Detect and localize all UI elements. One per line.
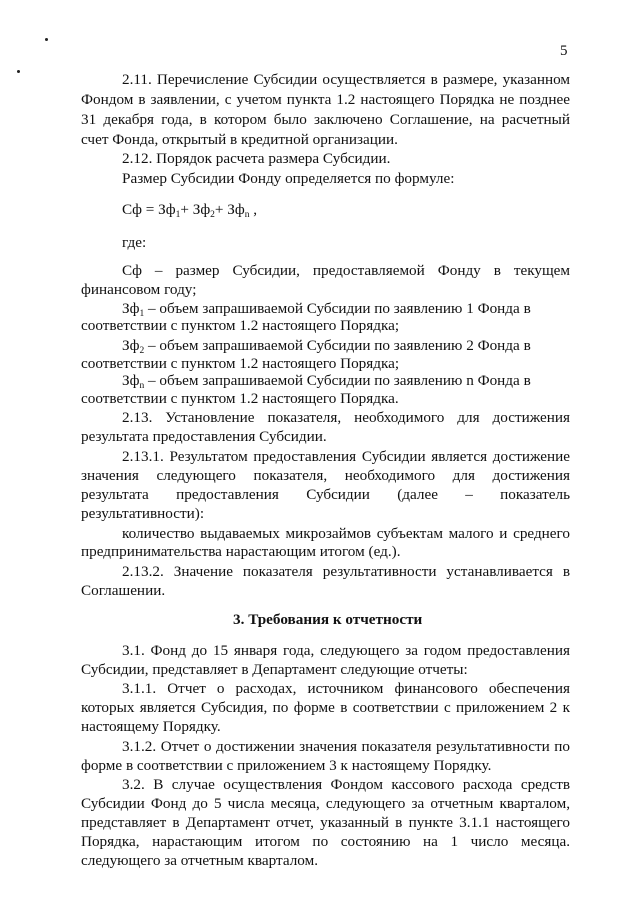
- definition-line: Сф – размер Субсидии, предоставляемой Фонду в текущем: [122, 262, 570, 279]
- definition-line: соответствии с пунктом 1.2 настоящего Порядка;: [81, 355, 400, 372]
- where-label: где:: [122, 234, 147, 251]
- paragraph-line: 3.1.2. Отчет о достижении значения показателя результативности по: [122, 738, 570, 755]
- paragraph-line: представляет в Департамент отчет, указанный в пункте 3.1.1 настоящего: [81, 814, 570, 831]
- formula-tail: ,: [249, 201, 258, 218]
- paragraph-line: 2.13.2. Значение показателя результативности устанавливается в: [122, 563, 570, 580]
- paragraph-line: 2.13. Установление показателя, необходимого для достижения: [122, 409, 570, 426]
- definition-line: $Зф_1$ – объем запрашиваемой Субсидии по заявлению 1 Фонда в: [122, 300, 531, 319]
- paragraph-line: Фондом в заявлении, с учетом пункта 1.2 настоящего Порядка не позднее: [81, 91, 570, 108]
- paragraph-line: Субсидии, представляет в Департамент следующие отчеты:: [81, 661, 468, 678]
- definition-line: соответствии с пунктом 1.2 настоящего Порядка.: [81, 390, 399, 407]
- definition-line: $Зф_n$ – объем запрашиваемой Субсидии по заявлению n Фонда в: [122, 372, 531, 391]
- definition-line: $Зф_2$ – объем запрашиваемой Субсидии по заявлению 2 Фонда в: [122, 337, 531, 356]
- formula-term: + Зф: [214, 201, 245, 218]
- paragraph-line: форме в соответствии с приложением 3 к настоящему Порядку.: [81, 757, 492, 774]
- paragraph-line: результата предоставления Субсидии.: [81, 428, 327, 445]
- paragraph-line: Соглашении.: [81, 582, 166, 599]
- paragraph-line: 2.13.1. Результатом предоставления Субсидии является достижение: [122, 448, 570, 465]
- page-number: 5: [560, 43, 568, 59]
- section-heading: 3. Требования к отчетности: [233, 611, 423, 628]
- paragraph-line: 3.1.1. Отчет о расходах, источником финансового обеспечения: [122, 680, 570, 697]
- formula-term: + Зф: [180, 201, 211, 218]
- paragraph-line: 2.12. Порядок расчета размера Субсидии.: [122, 150, 391, 167]
- paragraph-line: 3.2. В случае осуществления Фондом кассового расхода средств: [122, 776, 570, 793]
- paragraph-line: результата предоставления Субсидии (далее – показатель: [81, 486, 570, 503]
- definition-line: финансовом году;: [81, 281, 197, 298]
- paragraph-line: 2.11. Перечисление Субсидии осуществляется в размере, указанном: [122, 71, 570, 88]
- definition-line: соответствии с пунктом 1.2 настоящего Порядка;: [81, 317, 400, 334]
- paragraph-line: Субсидии Фонд до 5 числа месяца, следующего за отчетным кварталом,: [81, 795, 570, 812]
- formula-sub: 1: [175, 210, 181, 220]
- formula-sub: n: [244, 210, 250, 220]
- formula-lhs: Сф = Зф: [122, 201, 176, 218]
- paragraph-line: Порядка, нарастающим итогом по состоянию на 1 число месяца.: [81, 833, 570, 850]
- paragraph-line: Размер Субсидии Фонду определяется по формуле:: [122, 170, 455, 187]
- paragraph-line: 3.1. Фонд до 15 января года, следующего за годом предоставления: [122, 642, 570, 659]
- paragraph-line: количество выдаваемых микрозаймов субъектам малого и среднего: [122, 525, 570, 542]
- paragraph-line: значения следующего показателя, необходимого для достижения: [81, 467, 570, 484]
- paragraph-line: счет Фонда, открытый в кредитной организации.: [81, 131, 398, 148]
- subsidy-formula: [122, 201, 257, 224]
- paragraph-line: следующего за отчетным кварталом.: [81, 852, 318, 869]
- paragraph-line: результативности):: [81, 505, 205, 522]
- formula-sub: 2: [210, 210, 215, 220]
- scan-mark-dot: [45, 38, 48, 41]
- paragraph-line: 31 декабря года, в котором было заключено Соглашение, на расчетный: [81, 111, 570, 128]
- paragraph-line: настоящему Порядку.: [81, 718, 221, 735]
- paragraph-line: которых является Субсидия, по форме в соответствии с приложением 2 к: [81, 699, 570, 716]
- scan-mark-dot: [17, 70, 20, 73]
- paragraph-line: предпринимательства нарастающим итогом (ед.).: [81, 543, 401, 560]
